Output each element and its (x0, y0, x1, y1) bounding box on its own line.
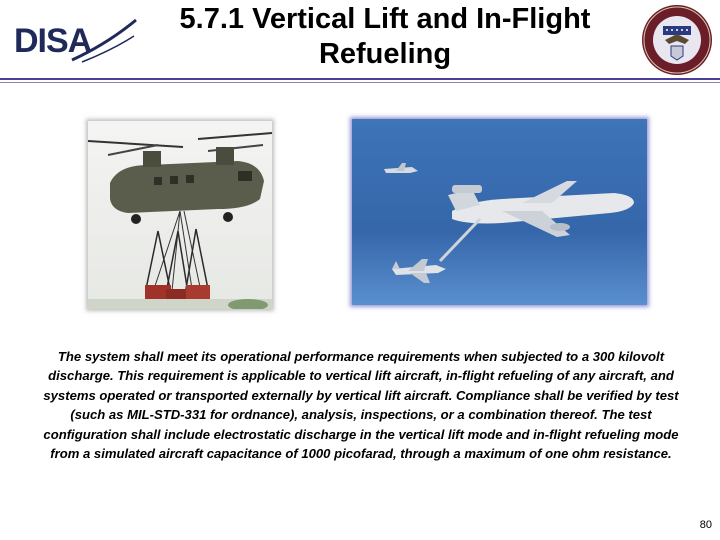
page-title: 5.7.1 Vertical Lift and In-Flight Refueling (179, 3, 591, 70)
agency-seal-icon (641, 4, 713, 76)
aerial-refueling-photo (352, 119, 647, 305)
svg-text:DISA: DISA (14, 22, 92, 60)
header-divider (0, 78, 720, 80)
header-divider-thin (0, 82, 720, 83)
disa-logo (12, 14, 138, 66)
requirement-paragraph: The system shall meet its operational performance requirements when subjected to a 300 kilovolt discharge. This requirement is applicable to vertical lift aircraft, in-flight refueling of any aircraft, and systems operated or transported externally by vertical lift aircraft. Compliance shall be verified by test (such as MIL-STD-331 for ordnance), analysis, inspections, or a combination thereof. The test configuration shall include electrostatic discharge in the vertical lift mode and in-flight refueling mode from a simulated aircraft capacitance of 1000 picofarad, through a maximum of one ohm resistance. (43, 349, 679, 462)
helicopter-lift-photo (88, 121, 272, 309)
page-number: 80 (699, 519, 712, 531)
